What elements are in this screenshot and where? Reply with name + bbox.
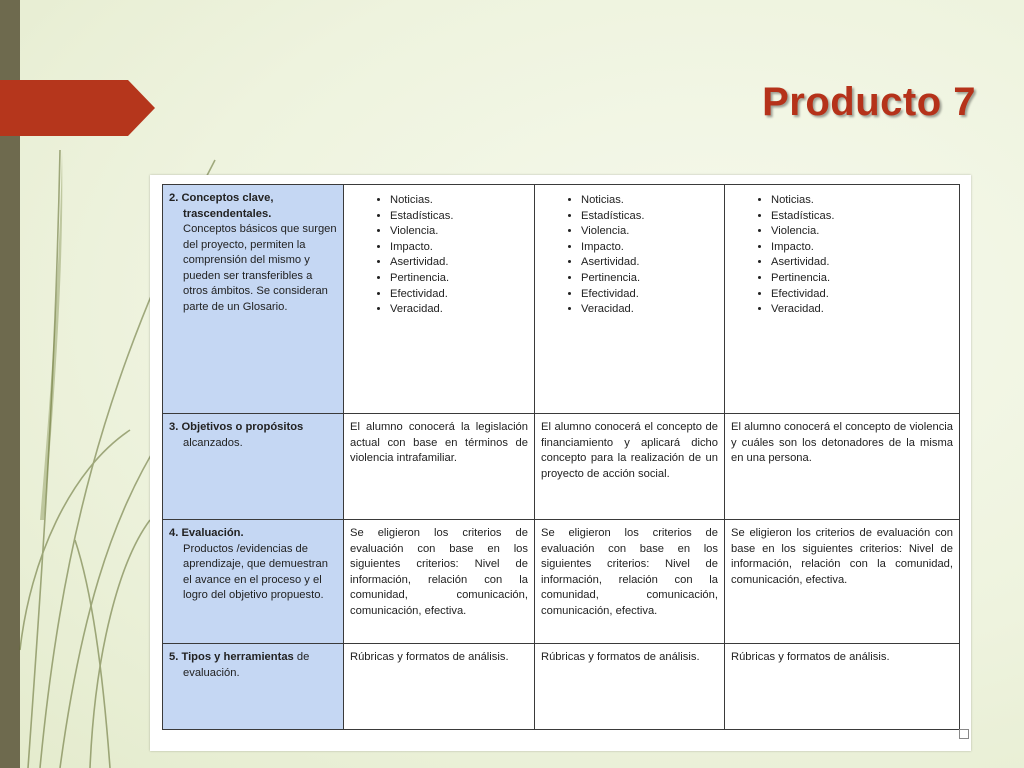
project-plan-table bbox=[162, 184, 960, 730]
list-item: • Estadísticas. bbox=[771, 209, 953, 225]
list-item: • Asertividad. bbox=[771, 255, 953, 271]
list-item: • Asertividad. bbox=[390, 255, 528, 271]
title-arrow-icon bbox=[0, 80, 155, 136]
list-item: • Asertividad. bbox=[581, 255, 718, 271]
list-item: • Violencia. bbox=[771, 224, 953, 240]
table-row-evaluacion bbox=[163, 520, 960, 644]
cell-evaluacion-3: Se eligieron los criterios de evaluación con base en los siguientes criterios: Nivel de información, relación con la comunidad, comunicación, efectiva. bbox=[725, 520, 960, 644]
list-item: • Violencia. bbox=[581, 224, 718, 240]
cell-objetivo-1: El alumno conocerá la legislación actual con base en términos de violencia intrafamiliar. bbox=[344, 414, 535, 520]
cell-objetivo-2: El alumno conocerá el concepto de financiamiento y aplicará dicho concepto para la realización de un proyecto de acción social. bbox=[535, 414, 725, 520]
cell-evaluacion-1: Se eligieron los criterios de evaluación con base en los siguientes criterios: Nivel de información, relación con la comunidad, comunicación, comunicación, efectiva. bbox=[344, 520, 535, 644]
resize-handle-icon bbox=[959, 729, 969, 739]
list-item: • Noticias. bbox=[390, 193, 528, 209]
row-label-description: Conceptos básicos que surgen del proyecto, permiten la comprensión del mismo y pueden ser transferibles a otros ámbitos. Se consideran parte de un Glosario. bbox=[183, 223, 337, 313]
list-item: • Noticias. bbox=[581, 193, 718, 209]
cell-objetivo-3: El alumno conocerá el concepto de violencia y cuáles son los detonadores de la misma en una persona. bbox=[725, 414, 960, 520]
list-item: • Efectividad. bbox=[390, 287, 528, 303]
row-label-title-cont: trascendentales. bbox=[183, 207, 272, 220]
row-label-title: 5. Tipos y herramientas bbox=[169, 651, 294, 663]
cell-keywords-3 bbox=[725, 185, 960, 414]
list-item: • Impacto. bbox=[390, 240, 528, 256]
row-label-title-cont: evaluación. bbox=[183, 666, 240, 679]
row-label-description: Productos /evidencias de aprendizaje, que demuestran el avance en el proceso y el logro del objetivo propuesto. bbox=[183, 542, 328, 601]
table-row-herramientas bbox=[163, 644, 960, 730]
list-item: • Veracidad. bbox=[390, 302, 528, 318]
list-item: • Pertinencia. bbox=[390, 271, 528, 287]
list-item: • Pertinencia. bbox=[581, 271, 718, 287]
cell-keywords-1 bbox=[344, 185, 535, 414]
cell-herramientas-2: Rúbricas y formatos de análisis. bbox=[535, 644, 725, 730]
list-item: • Violencia. bbox=[390, 224, 528, 240]
row-label-title-suffix: de bbox=[296, 651, 310, 663]
row-label-evaluacion bbox=[163, 520, 344, 644]
list-item: • Noticias. bbox=[771, 193, 953, 209]
row-label-title-cont: alcanzados. bbox=[183, 436, 243, 449]
cell-evaluacion-2: Se eligieron los criterios de evaluación con base en los siguientes criterios: Nivel de información, relación con la comunidad, comunicación, comunicación, efectiva. bbox=[535, 520, 725, 644]
list-item: • Efectividad. bbox=[771, 287, 953, 303]
list-item: • Efectividad. bbox=[581, 287, 718, 303]
list-item: • Veracidad. bbox=[771, 302, 953, 318]
embedded-table-document bbox=[150, 175, 971, 751]
row-label-objetivos bbox=[163, 414, 344, 520]
table-row-objetivos bbox=[163, 414, 960, 520]
cell-herramientas-3: Rúbricas y formatos de análisis. bbox=[725, 644, 960, 730]
cell-herramientas-1: Rúbricas y formatos de análisis. bbox=[344, 644, 535, 730]
cell-keywords-2 bbox=[535, 185, 725, 414]
list-item: • Impacto. bbox=[771, 240, 953, 256]
row-label-title: 2. Conceptos clave, bbox=[169, 192, 274, 204]
list-item: • Pertinencia. bbox=[771, 271, 953, 287]
row-label-title: 3. Objetivos o propósitos bbox=[169, 421, 304, 433]
row-label-herramientas bbox=[163, 644, 344, 730]
row-label-title: 4. Evaluación. bbox=[169, 527, 244, 539]
list-item: • Impacto. bbox=[581, 240, 718, 256]
page-title: Producto 7 bbox=[762, 80, 976, 124]
table-row-conceptos bbox=[163, 185, 960, 414]
list-item: • Estadísticas. bbox=[390, 209, 528, 225]
list-item: • Veracidad. bbox=[581, 302, 718, 318]
row-label-conceptos bbox=[163, 185, 344, 414]
list-item: • Estadísticas. bbox=[581, 209, 718, 225]
